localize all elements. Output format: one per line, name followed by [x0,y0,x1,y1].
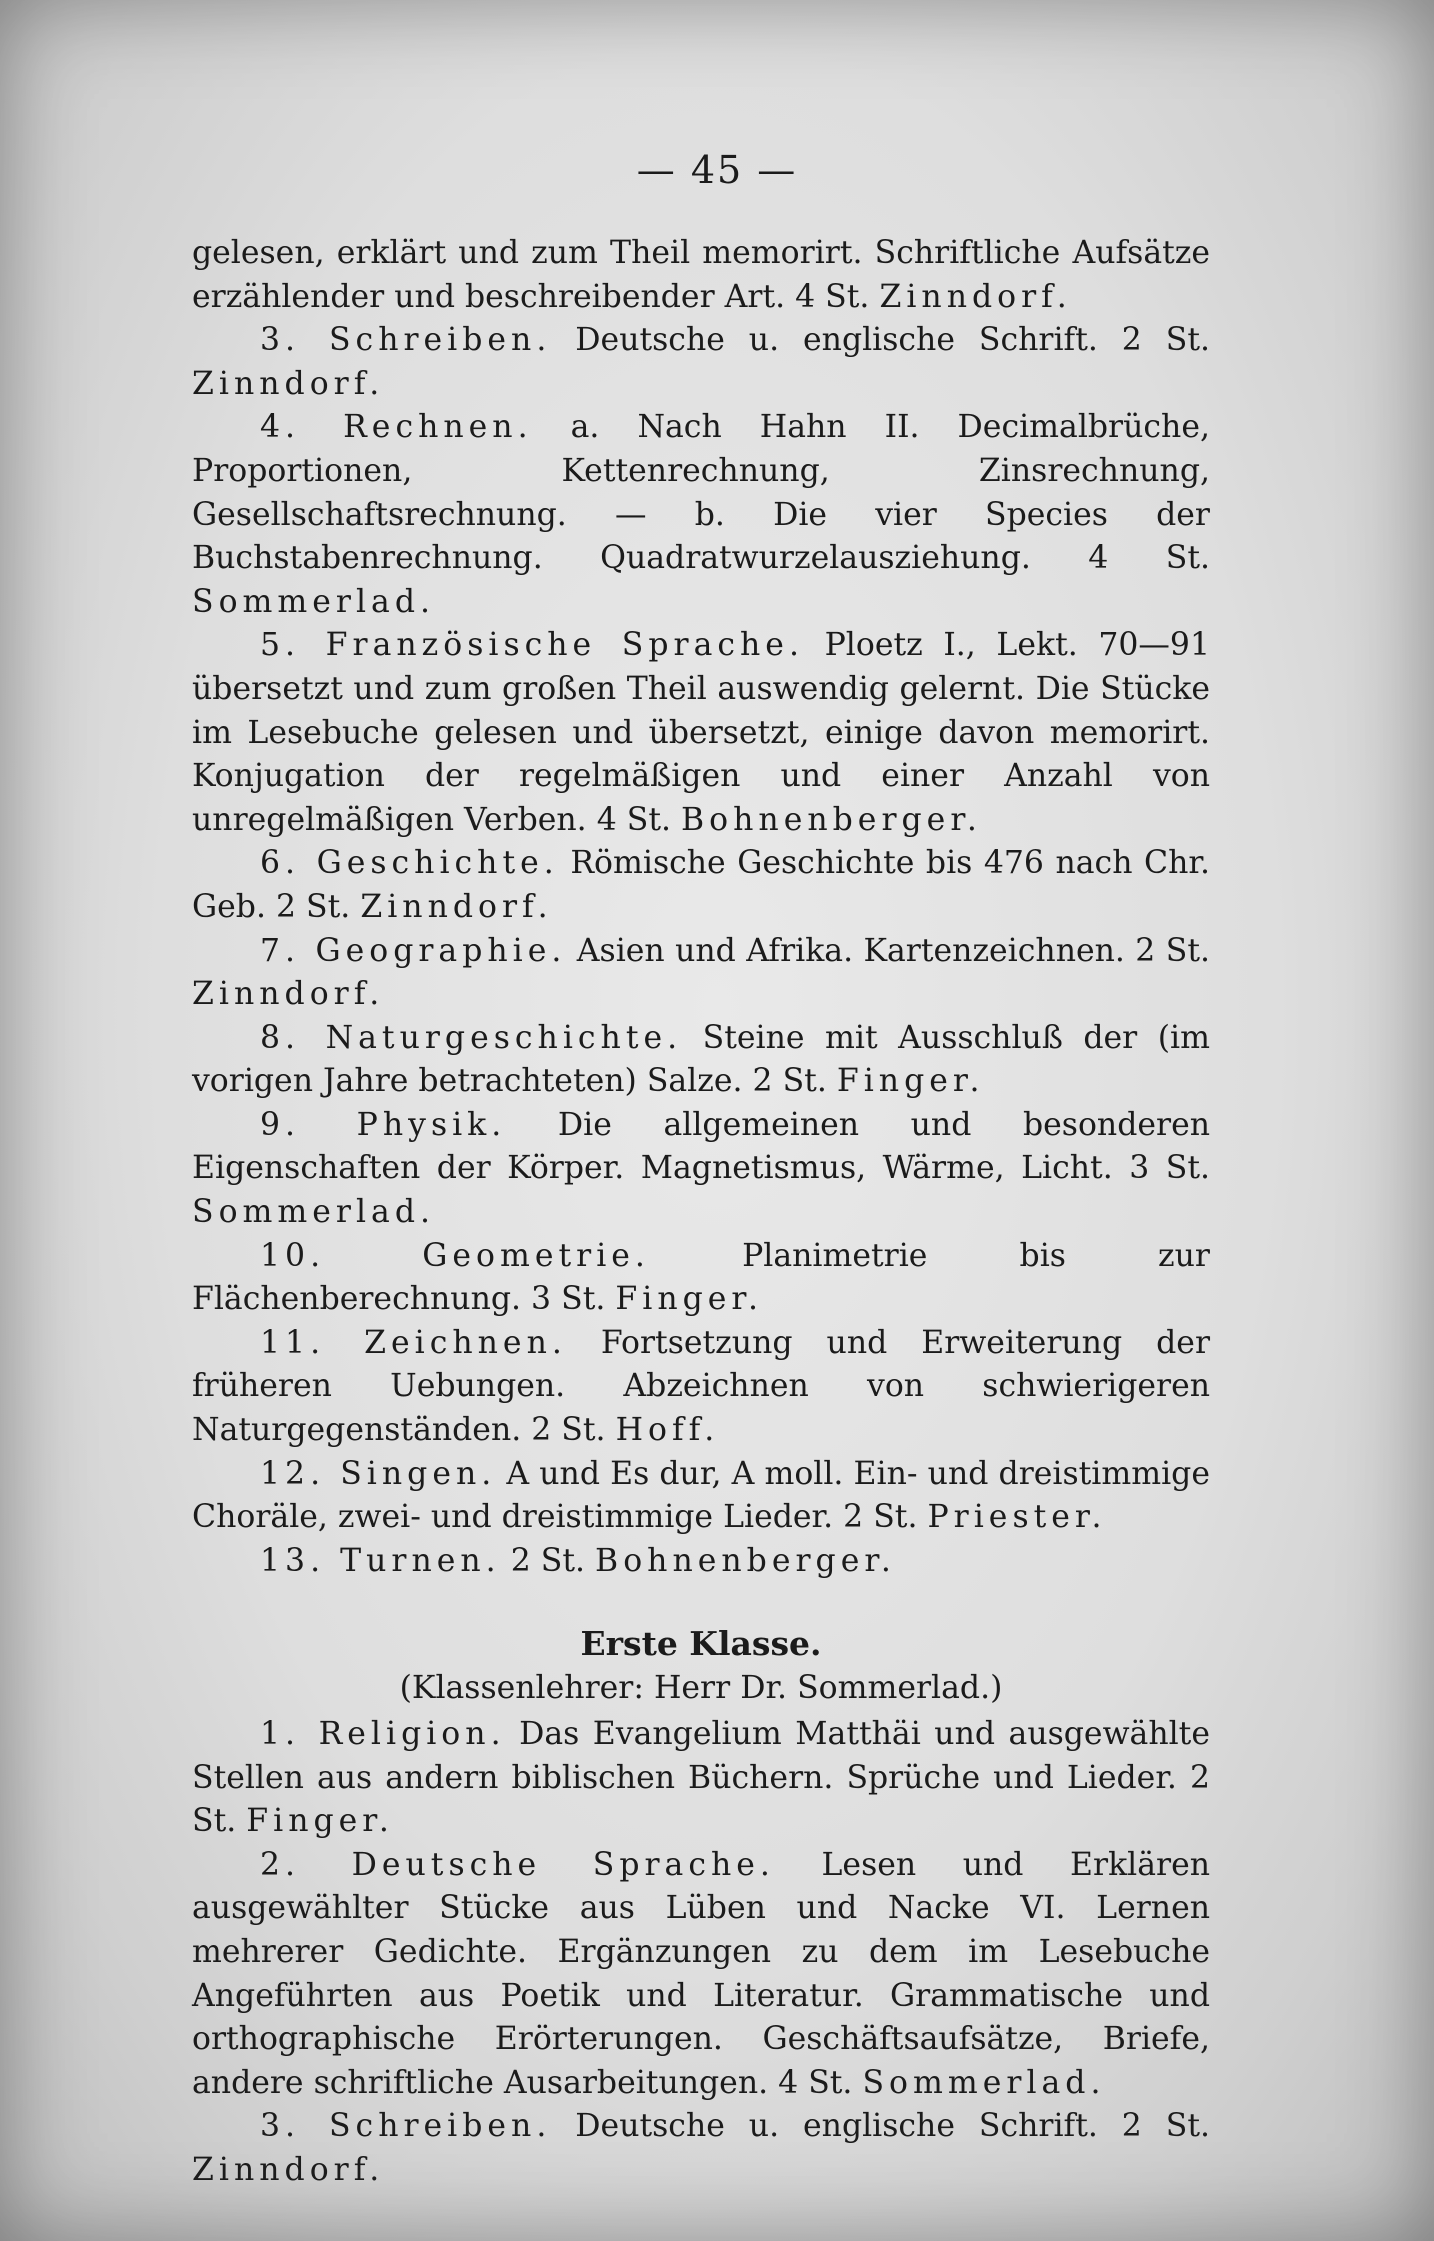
item-text: Ploetz I., Lekt. 70—91 übersetzt und zum großen Theil auswendig gelernt. Die Stücke im Lesebuche gelesen und übersetzt, einige davon memorirt. Konjugation der regelmäßigen und einer Anzahl von unregelmäßigen Verben. 4 St. [192,627,1211,838]
page-number: — 45 — [636,148,798,192]
item-teacher: Sommerlad. [192,583,436,620]
item-teacher: Bohnenberger. [595,1542,896,1579]
continuation-text: gelesen, erklärt und zum Theil memorirt. Schriftliche Aufsätze erzählender und beschreibender Art. 4 St. [192,235,1210,315]
item-rechnen [192,406,1210,624]
item-zeichnen [192,1322,1210,1453]
item-teacher: Zinndorf. [192,2151,385,2188]
item-religion [192,1713,1210,1844]
item-turnen [192,1540,1210,1584]
item-text: Römische Geschichte bis 476 nach Chr. Geb. 2 St. [192,845,1211,925]
continuation-teacher: Zinndorf. [879,278,1072,315]
item-teacher: Hoff. [615,1412,720,1449]
item-text: Lesen und Erklären ausgewählter Stücke aus Lüben und Nacke VI. Lernen mehrerer Gedichte. Ergänzungen zu dem im Lesebuche Angeführten aus Poetik und Literatur. Grammatische und orthographische Erörterungen. Geschäftsaufsätze, Briefe, andere schriftliche Ausarbeitungen. 4 St. [192,1846,1211,2101]
item-label: 12. Singen. [260,1455,497,1492]
item-label: 4. Rechnen. [260,409,533,446]
item-geometrie [192,1235,1210,1322]
item-text: 2 St. [510,1542,586,1579]
item-text: Steine mit Ausschluß der (im vorigen Jahre betrachteten) Salze. 2 St. [192,1019,1210,1100]
item-text: Asien und Afrika. Kartenzeichnen. 2 St. [576,932,1210,969]
item-franzoesisch [192,624,1210,842]
item-schreiben-upper [192,319,1210,406]
item-physik [192,1104,1210,1235]
item-label: 9. Physik. [260,1106,507,1143]
item-label: 5. Französische Sprache. [260,627,804,664]
item-text: Fortsetzung und Erweiterung der früheren Uebungen. Abzeichnen von schwierigeren Naturgegenständen. 2 St. [192,1324,1210,1449]
item-teacher: Zinndorf. [360,888,553,925]
item-text: Deutsche u. englische Schrift. 2 St. [575,2108,1211,2145]
item-teacher: Finger. [246,1803,394,1840]
item-label: 6. Geschichte. [260,845,559,882]
continuation-paragraph [192,232,1210,319]
item-label: 10. Geometrie. [260,1237,650,1274]
item-deutsche-sprache [192,1844,1210,2106]
item-label: 3. Schreiben. [260,322,552,359]
item-text: Das Evangelium Matthäi und ausgewählte Stellen aus andern biblischen Büchern. Sprüche und Lieder. 2 St. [192,1716,1210,1840]
item-label: 8. Naturgeschichte. [260,1019,683,1056]
item-label: 1. Religion. [260,1716,506,1752]
section-subtitle: (Klassenlehrer: Herr Dr. Sommerlad.) [399,1670,1003,1707]
item-teacher: Finger. [615,1281,764,1318]
body-text [192,232,1210,2193]
item-text: A und Es dur, A moll. Ein- und dreistimmige Choräle, zwei- und dreistimmige Lieder. 2 St. [192,1455,1210,1536]
item-label: 2. Deutsche Sprache. [260,1846,775,1883]
item-text: Die allgemeinen und besonderen Eigenschaften der Körper. Magnetismus, Wärme, Licht. 3 St. [192,1106,1211,1187]
item-teacher: Zinndorf. [192,365,385,402]
item-singen [192,1453,1210,1540]
section-title: Erste Klasse. [580,1624,822,1664]
item-teacher: Finger. [836,1063,985,1100]
item-teacher: Sommerlad. [192,1194,436,1231]
item-label: 13. Turnen. [260,1542,501,1579]
item-label: 7. Geographie. [260,932,567,969]
item-geschichte [192,842,1210,929]
item-text: Planimetrie bis zur Flächenberechnung. 3 St. [192,1237,1210,1318]
item-teacher: Priester. [927,1499,1107,1536]
item-label: 11. Zeichnen. [260,1324,567,1361]
item-text: a. Nach Hahn II. Decimalbrüche, Proportionen, Kettenrechnung, Zinsrechnung, Gesellschaftsrechnung. — b. Die vier Species der Buchstabenrechnung. Quadratwurzelausziehung. 4 St. [192,409,1210,577]
item-teacher: Bohnenberger. [681,801,982,838]
item-teacher: Zinndorf. [192,976,385,1013]
item-label: 3. Schreiben. [260,2108,552,2145]
item-text: Deutsche u. englische Schrift. 2 St. [575,322,1211,359]
item-naturgeschichte [192,1017,1210,1104]
item-geographie [192,930,1210,1017]
item-teacher: Sommerlad. [862,2064,1106,2101]
item-schreiben-lower [192,2105,1210,2192]
